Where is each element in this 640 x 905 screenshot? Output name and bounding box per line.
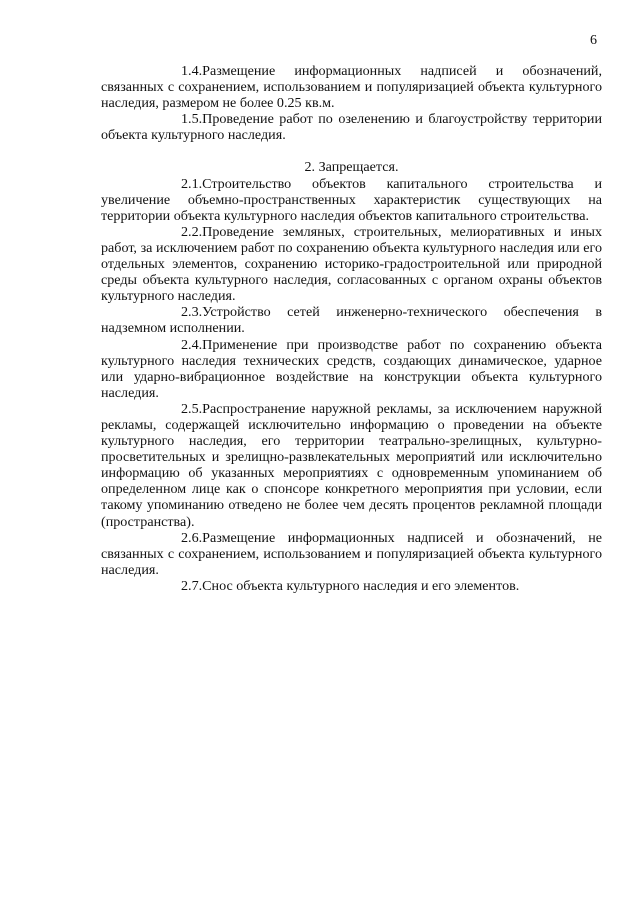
paragraph-2-2 [101,224,602,304]
paragraph-number: 2.6. [181,529,203,546]
document-body [101,63,602,594]
paragraph-1-5 [101,111,602,143]
paragraph-number: 2.7. [181,577,203,594]
paragraph-number: 2.4. [181,336,203,353]
paragraph-2-5 [101,401,602,530]
paragraph-2-7 [101,578,602,594]
paragraph-text: Строительство объектов капитального строительства и увеличение объемно-пространственных характеристик существующих на территории объекта культурного наследия объектов капитального строительства. [101,175,602,224]
paragraph-number: 1.5. [181,111,203,128]
paragraph-text: Устройство сетей инженерно-технического обеспечения в надземном исполнении. [101,304,602,337]
section-heading: 2. Запрещается. [304,159,399,176]
paragraph-number: 1.4. [181,63,203,79]
paragraph-2-3 [101,304,602,336]
paragraph-number: 2.3. [181,304,203,321]
paragraph-2-6 [101,530,602,578]
paragraph-text: Снос объекта культурного наследия и его элементов. [202,577,520,594]
paragraph-text: Проведение работ по озеленению и благоустройству территории объекта культурного наследия. [101,111,602,144]
paragraph-text: Проведение земляных, строительных, мелиоративных и иных работ, за исключением работ по сохранению объекта культурного наследия или его отдельных элементов, сохранению историко-градостроительной или природной среды объекта культурного наследия, согласованных с органом охраны объектов культурного наследия. [101,223,602,305]
paragraph-1-4 [101,63,602,111]
paragraph-text: Размещение информационных надписей и обозначений, не связанных с сохранением, использованием и популяризацией объекта культурного наследия. [101,529,602,578]
paragraph-2-1 [101,176,602,224]
paragraph-text: Применение при производстве работ по сохранению объекта культурного наследия технических средств, создающих динамическое, ударное или ударно-вибрационное воздействие на конструкции объекта культурного наследия. [101,336,602,401]
paragraph-number: 2.5. [181,400,203,417]
paragraph-number: 2.1. [181,175,203,192]
paragraph-2-4 [101,337,602,401]
paragraph-text: Распространение наружной рекламы, за исключением наружной рекламы, содержащей исключительно информацию о проведении на объекте культурного наследия, его территории театрально-зрелищных, культурно-просветительных и зрелищно-развлекательных мероприятий или исключительно информацию об указанных мероприятиях с одновременным упоминанием об определенном лице как о спонсоре конкретного мероприятия при условии, если такому упоминанию отведено не более чем десять процентов рекламной площади (пространства). [101,400,602,530]
page-number: 6 [590,33,597,48]
paragraph-text: Размещение информационных надписей и обозначений, связанных с сохранением, использованием и популяризацией объекта культурного наследия, размером не более 0.25 кв.м. [101,63,602,112]
paragraph-number: 2.2. [181,223,203,240]
